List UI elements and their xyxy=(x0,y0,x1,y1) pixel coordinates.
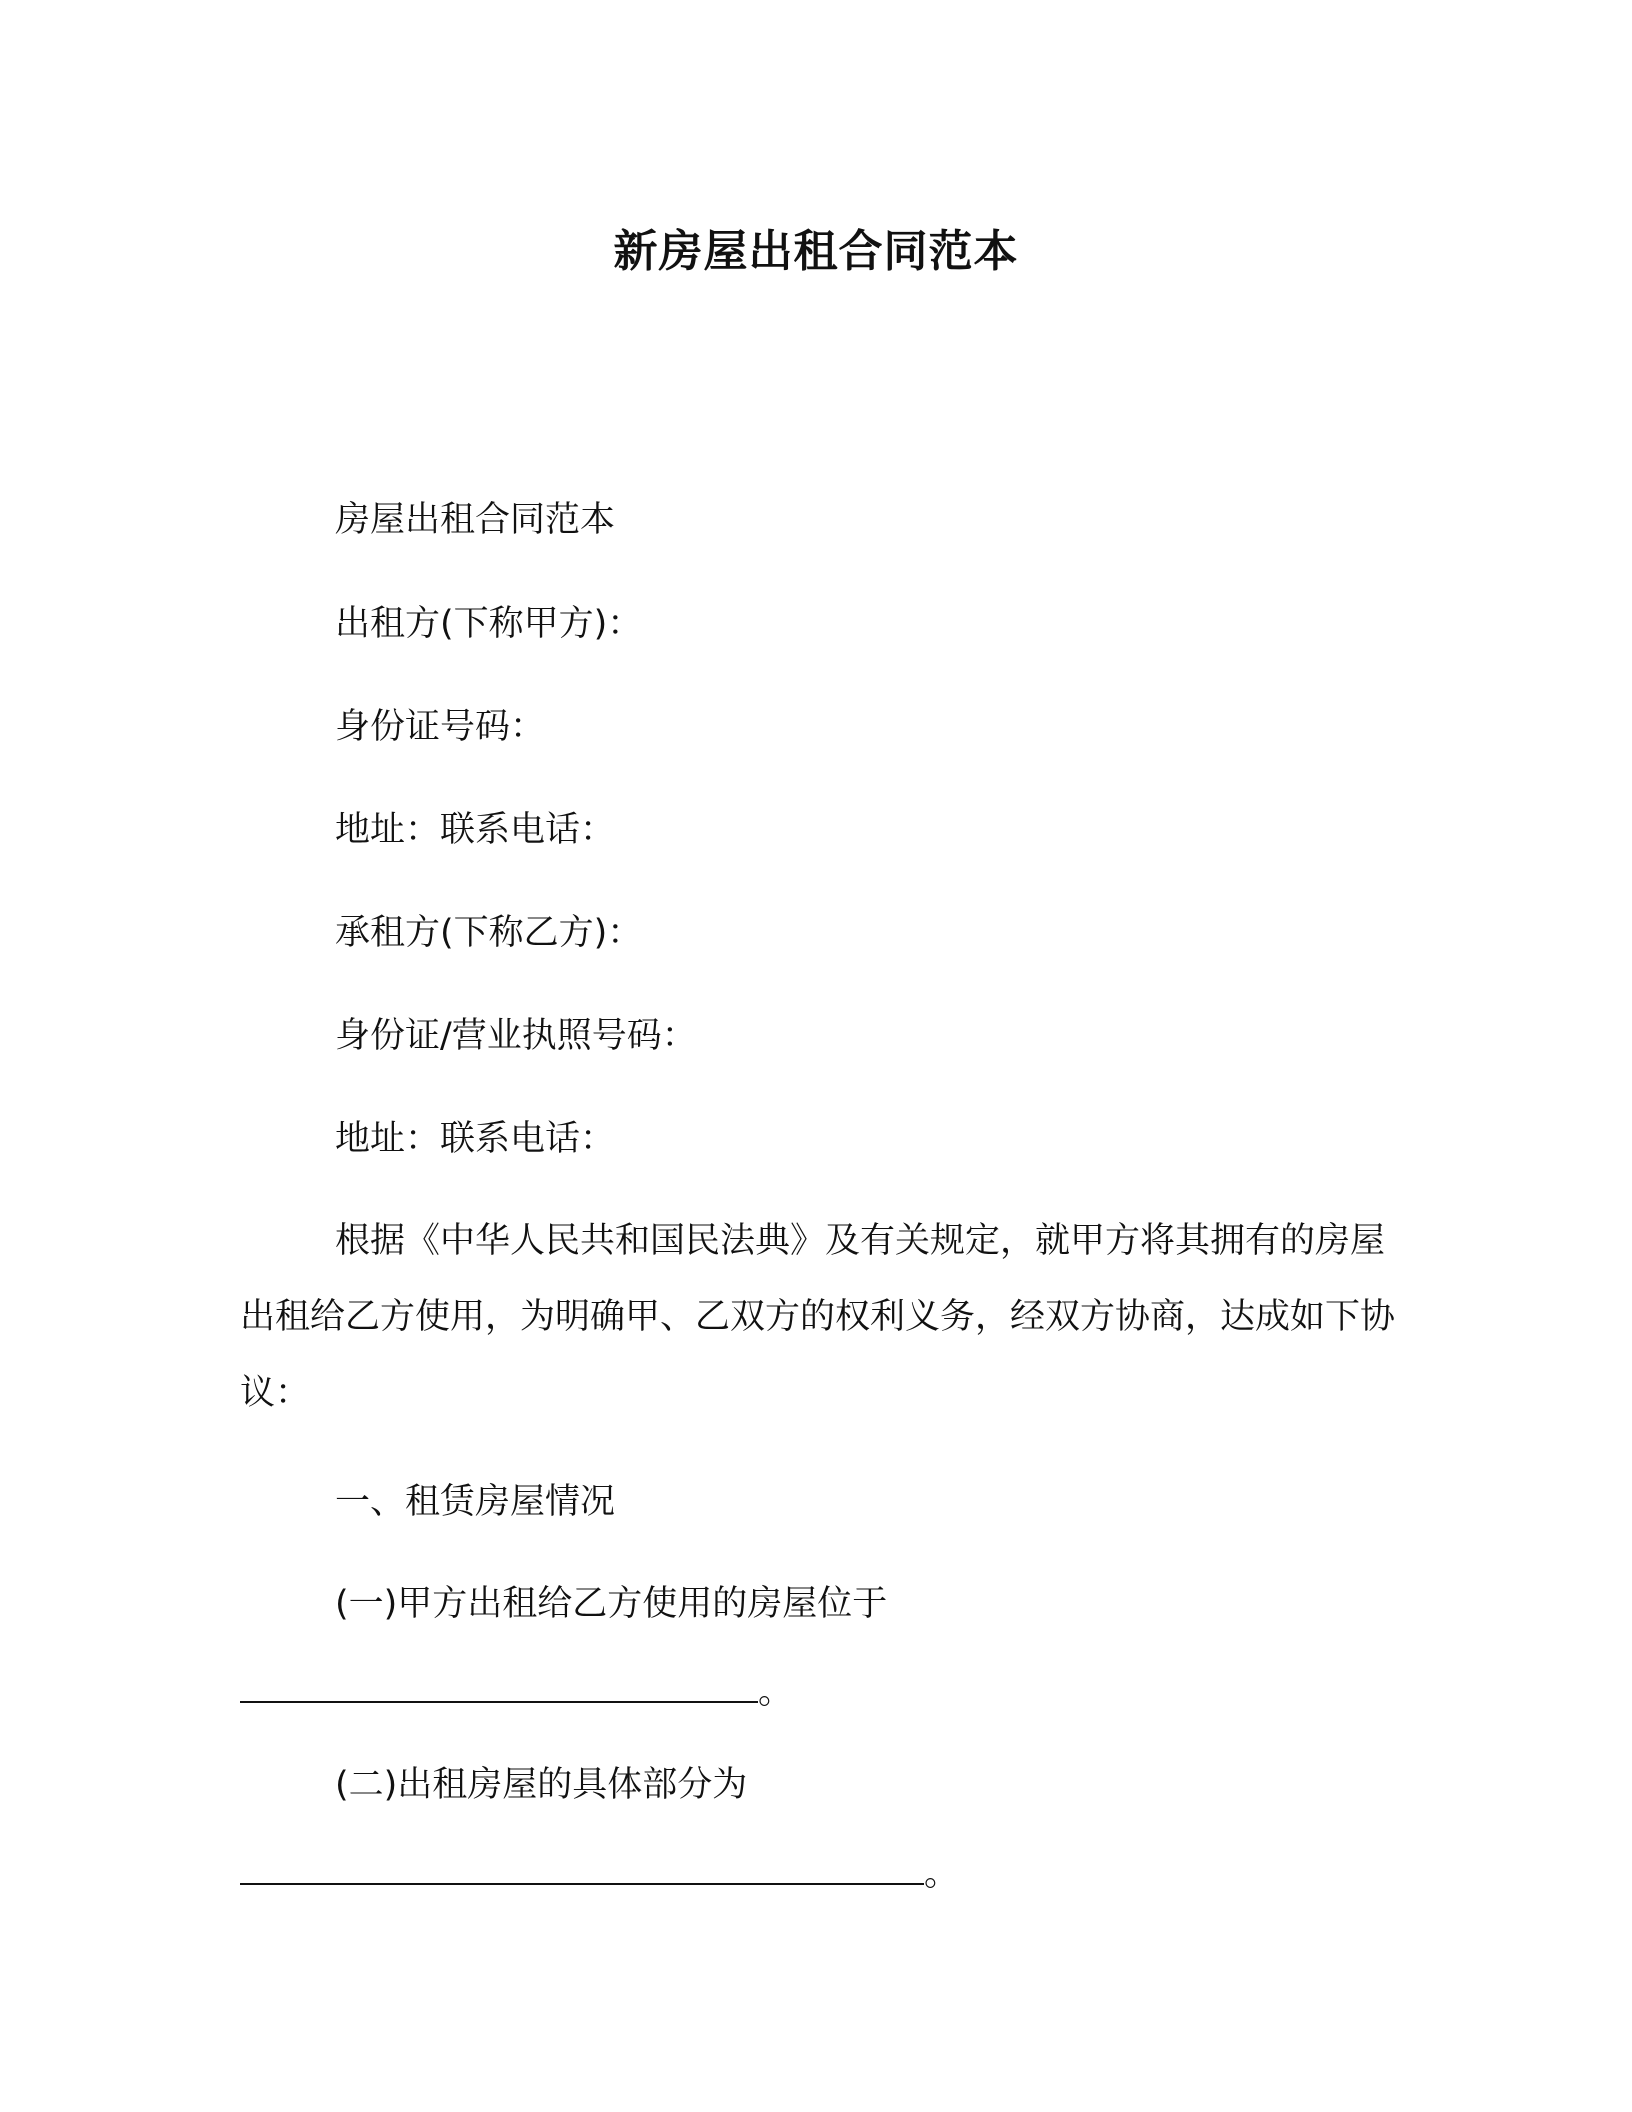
item1-fill-blank[interactable] xyxy=(240,1671,758,1703)
lessee-contact-label: 地址：联系电话： xyxy=(335,1119,616,1159)
lessee-label: 承租方(下称乙方)： xyxy=(335,913,643,953)
section1-item1-blank xyxy=(240,1668,793,1716)
contract-heading: 房屋出租合同范本 xyxy=(335,500,616,540)
section1-title: 一、租赁房屋情况 xyxy=(335,1482,616,1522)
preamble-text: 根据《中华人民共和国民法典》及有关规定，就甲方将其拥有的房屋出租给乙方使用，为明确甲、乙双方的权利义务，经双方协商，达成如下协议： xyxy=(240,1221,1396,1413)
document-title: 新房屋出租合同范本 xyxy=(613,226,1019,277)
lessor-id-label: 身份证号码： xyxy=(335,707,546,747)
section1-item1: (一)甲方出租给乙方使用的房屋位于 xyxy=(335,1584,888,1624)
section1-item2-blank xyxy=(240,1850,959,1898)
item2-end-mark: 。 xyxy=(924,1854,960,1894)
lessee-id-label: 身份证/营业执照号码： xyxy=(335,1016,697,1056)
lessor-label: 出租方(下称甲方)： xyxy=(335,604,643,644)
lessor-contact-label: 地址：联系电话： xyxy=(335,810,616,850)
item1-end-mark: 。 xyxy=(758,1672,794,1712)
preamble-paragraph xyxy=(240,1203,1400,1431)
section1-item2: (二)出租房屋的具体部分为 xyxy=(335,1765,748,1805)
item2-fill-blank[interactable] xyxy=(240,1853,924,1885)
